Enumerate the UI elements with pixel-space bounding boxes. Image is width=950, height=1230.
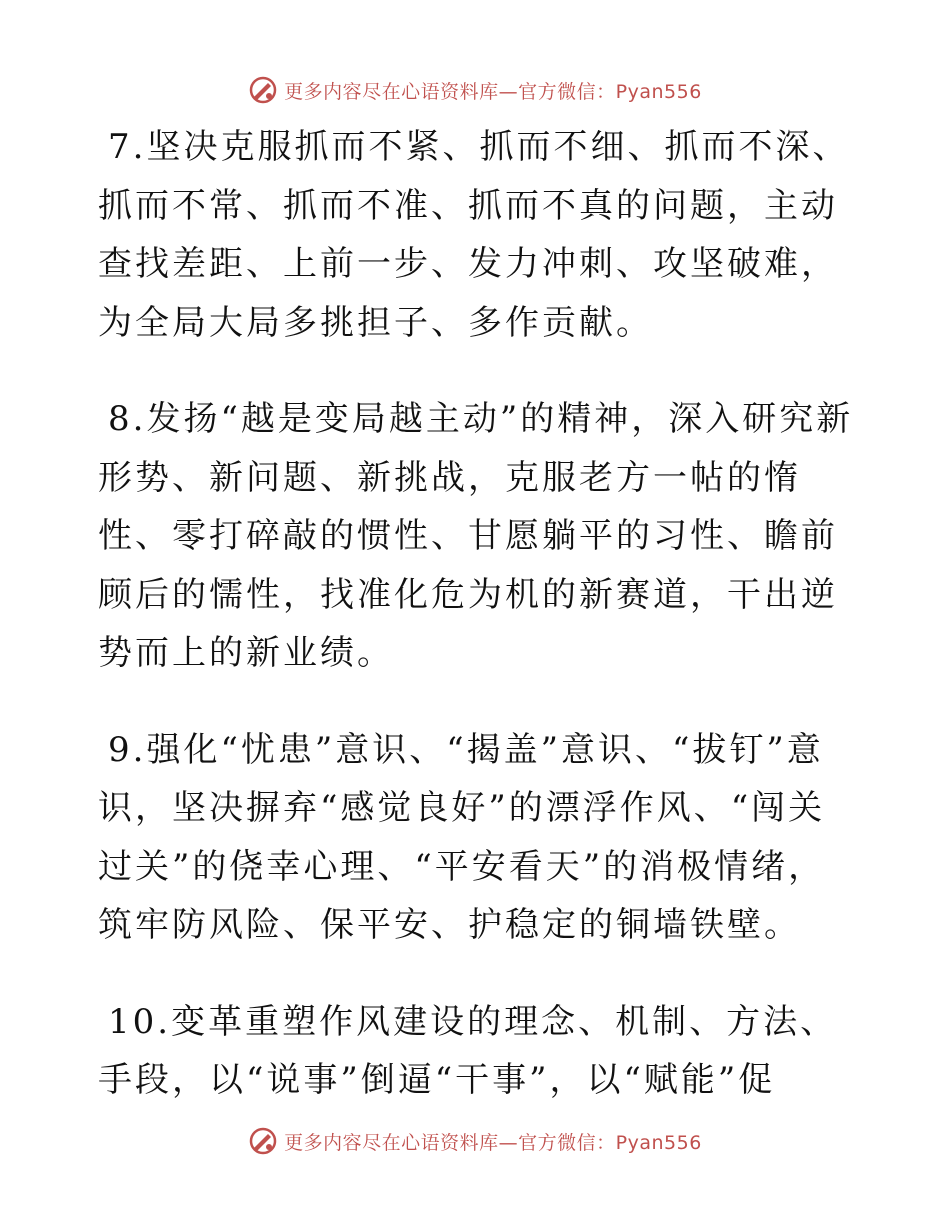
watermark-text: 更多内容尽在心语资料库—官方微信：Pyan556 (284, 80, 702, 103)
header-watermark (0, 70, 950, 110)
logo-icon (248, 1126, 278, 1156)
paragraph-9: 9.强化“忧患”意识、“揭盖”意识、“拔钉”意识，坚决摒弃“感觉良好”的漂浮作风、“闯关过关”的侥幸心理、“平安看天”的消极情绪，筑牢防风险、保平安、护稳定的铜墙铁壁。 (98, 729, 826, 945)
watermark-text: 更多内容尽在心语资料库—官方微信：Pyan556 (284, 1131, 702, 1154)
logo-icon (248, 75, 278, 105)
paragraph-10: 10.变革重塑作风建设的理念、机制、方法、手段，以“说事”倒逼“干事”，以“赋能”促 (98, 1001, 838, 1100)
paragraph-8: 8.发扬“越是变局越主动”的精神，深入研究新形势、新问题、新挑战，克服老方一帖的惰性、零打碎敲的惯性、甘愿躺平的习性、瞻前顾后的懦性，找准化危为机的新赛道，干出逆势而上的新业绩。 (98, 399, 854, 673)
document-body (98, 118, 858, 1110)
footer-watermark (0, 1121, 950, 1161)
paragraph-7: 7.坚决克服抓而不紧、抓而不细、抓而不深、抓而不常、抓而不准、抓而不真的问题，主动查找差距、上前一步、发力冲刺、攻坚破难，为全局大局多挑担子、多作贡献。 (98, 127, 850, 343)
